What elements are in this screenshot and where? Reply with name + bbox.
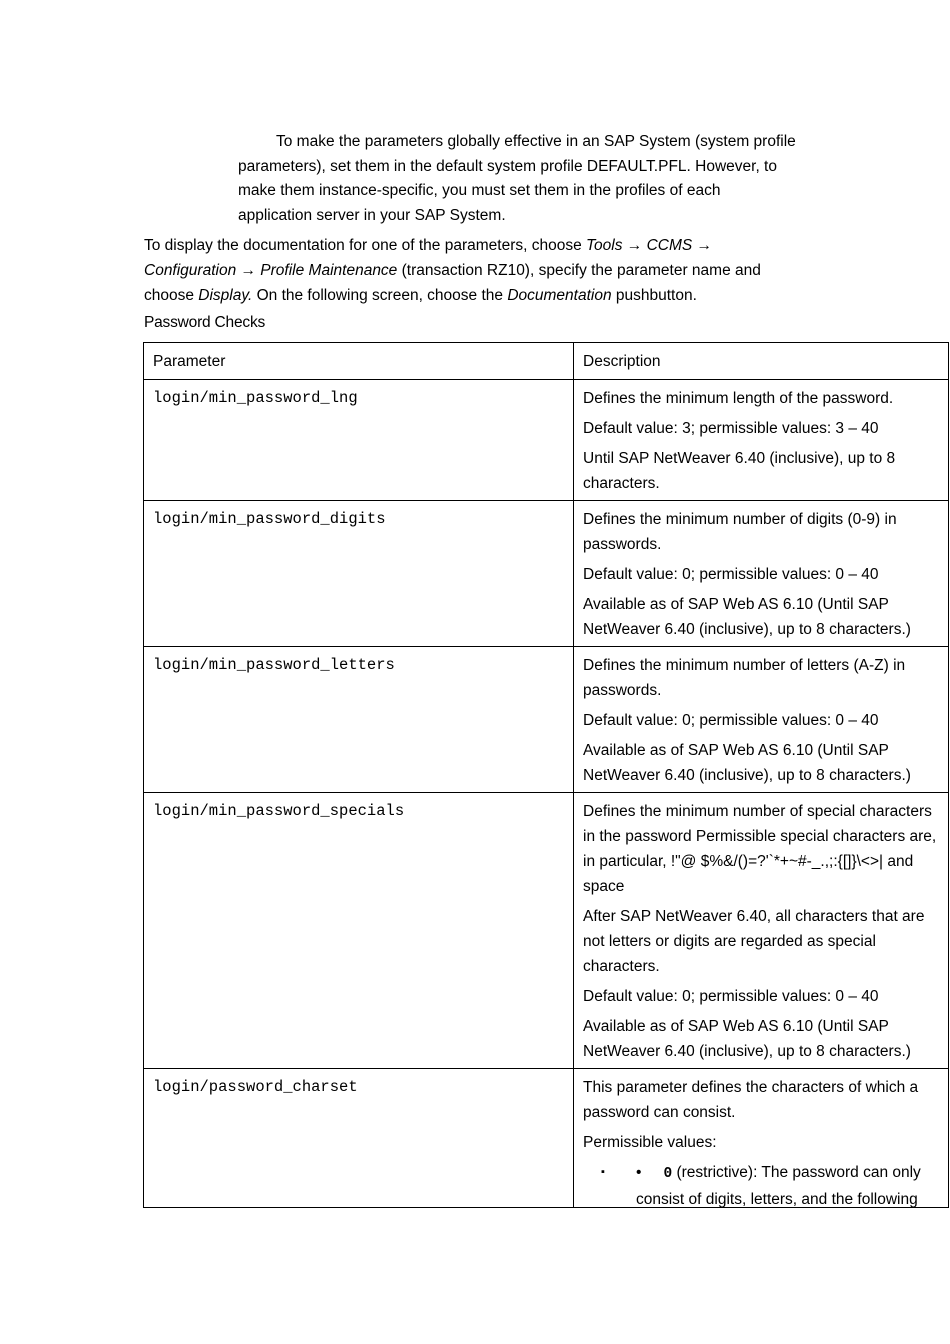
description-cell (574, 793, 949, 1069)
display-label: Display. (198, 287, 253, 304)
note-text: To make the parameters globally effective in an SAP System (system profile parameters), set them in the default system profile DEFAULT.PFL. However, to make them instance-specific, you must set them in the profiles of each application server in your SAP System. (238, 133, 796, 225)
description-line: Default value: 0; permissible values: 0 – 40 (583, 712, 879, 729)
intro-text-1: To display the documentation for one of the parameters, choose (144, 237, 587, 254)
intro-text-3: On the following screen, choose the (252, 287, 508, 304)
description-line: Available as of SAP Web AS 6.10 (Until SAP NetWeaver 6.40 (inclusive), up to 8 characters.) (583, 1018, 911, 1060)
description-cell (574, 647, 949, 793)
description-line: Permissible values: (583, 1134, 717, 1151)
description-cell (574, 501, 949, 647)
description-line: Defines the minimum number of digits (0-9) in passwords. (583, 511, 897, 553)
bullet-item (583, 1160, 940, 1212)
header-description: Description (574, 343, 949, 380)
menu-path: Tools → CCMS → Configuration → Profile Maintenance (144, 237, 713, 279)
table-row (144, 1069, 949, 1208)
description-line: Defines the minimum length of the password. (583, 390, 894, 407)
description-line: Defines the minimum number of special characters in the password Permissible special characters are, in particular, !"@ $%&/()=?'`*+~#-_.,;:{[]}\<>| and space (583, 803, 937, 895)
header-parameter: Parameter (144, 343, 574, 380)
table-row (144, 501, 949, 647)
description-line: Available as of SAP Web AS 6.10 (Until SAP NetWeaver 6.40 (inclusive), up to 8 characters.) (583, 596, 911, 638)
parameter-name: login/min_password_specials (144, 793, 574, 1069)
bullet-text (627, 1160, 940, 1212)
description-cell (574, 1069, 949, 1208)
intro-text-4: pushbutton. (611, 287, 697, 304)
description-line: Default value: 0; permissible values: 0 – 40 (583, 988, 879, 1005)
description-line: Available as of SAP Web AS 6.10 (Until SAP NetWeaver 6.40 (inclusive), up to 8 characters.) (583, 742, 911, 784)
description-line: Defines the minimum number of letters (A-Z) in passwords. (583, 657, 906, 699)
parameter-name: login/min_password_digits (144, 501, 574, 647)
note-block (238, 130, 798, 229)
parameter-name: login/password_charset (144, 1069, 574, 1208)
round-bullet-icon: • (636, 1164, 642, 1181)
table-row (144, 793, 949, 1069)
table-row (144, 647, 949, 793)
parameter-name: login/min_password_lng (144, 380, 574, 501)
description-line: After SAP NetWeaver 6.40, all characters that are not letters or digits are regarded as special characters. (583, 908, 925, 975)
description-line: This parameter defines the characters of which a password can consist. (583, 1079, 919, 1121)
description-cell (574, 380, 949, 501)
description-line: Default value: 0; permissible values: 0 – 40 (583, 566, 879, 583)
parameter-name: login/min_password_letters (144, 647, 574, 793)
table-header-row (144, 343, 949, 380)
charset-value: 0 (663, 1166, 673, 1182)
table-row (144, 380, 949, 501)
parameters-table (143, 342, 949, 1208)
square-bullet-icon: ▪ (601, 1166, 605, 1178)
description-clip (583, 1075, 940, 1208)
intro-paragraph (144, 233, 804, 308)
section-heading: Password Checks (144, 314, 266, 331)
intro-text-2: (transaction RZ10), specify the parameter name and choose (144, 262, 761, 304)
charset-description: (restrictive): The password can only consist of digits, letters, and the following (636, 1164, 921, 1208)
description-line: Until SAP NetWeaver 6.40 (inclusive), up to 8 characters. (583, 450, 896, 492)
documentation-label: Documentation (507, 287, 612, 304)
description-line: Default value: 3; permissible values: 3 – 40 (583, 420, 879, 437)
